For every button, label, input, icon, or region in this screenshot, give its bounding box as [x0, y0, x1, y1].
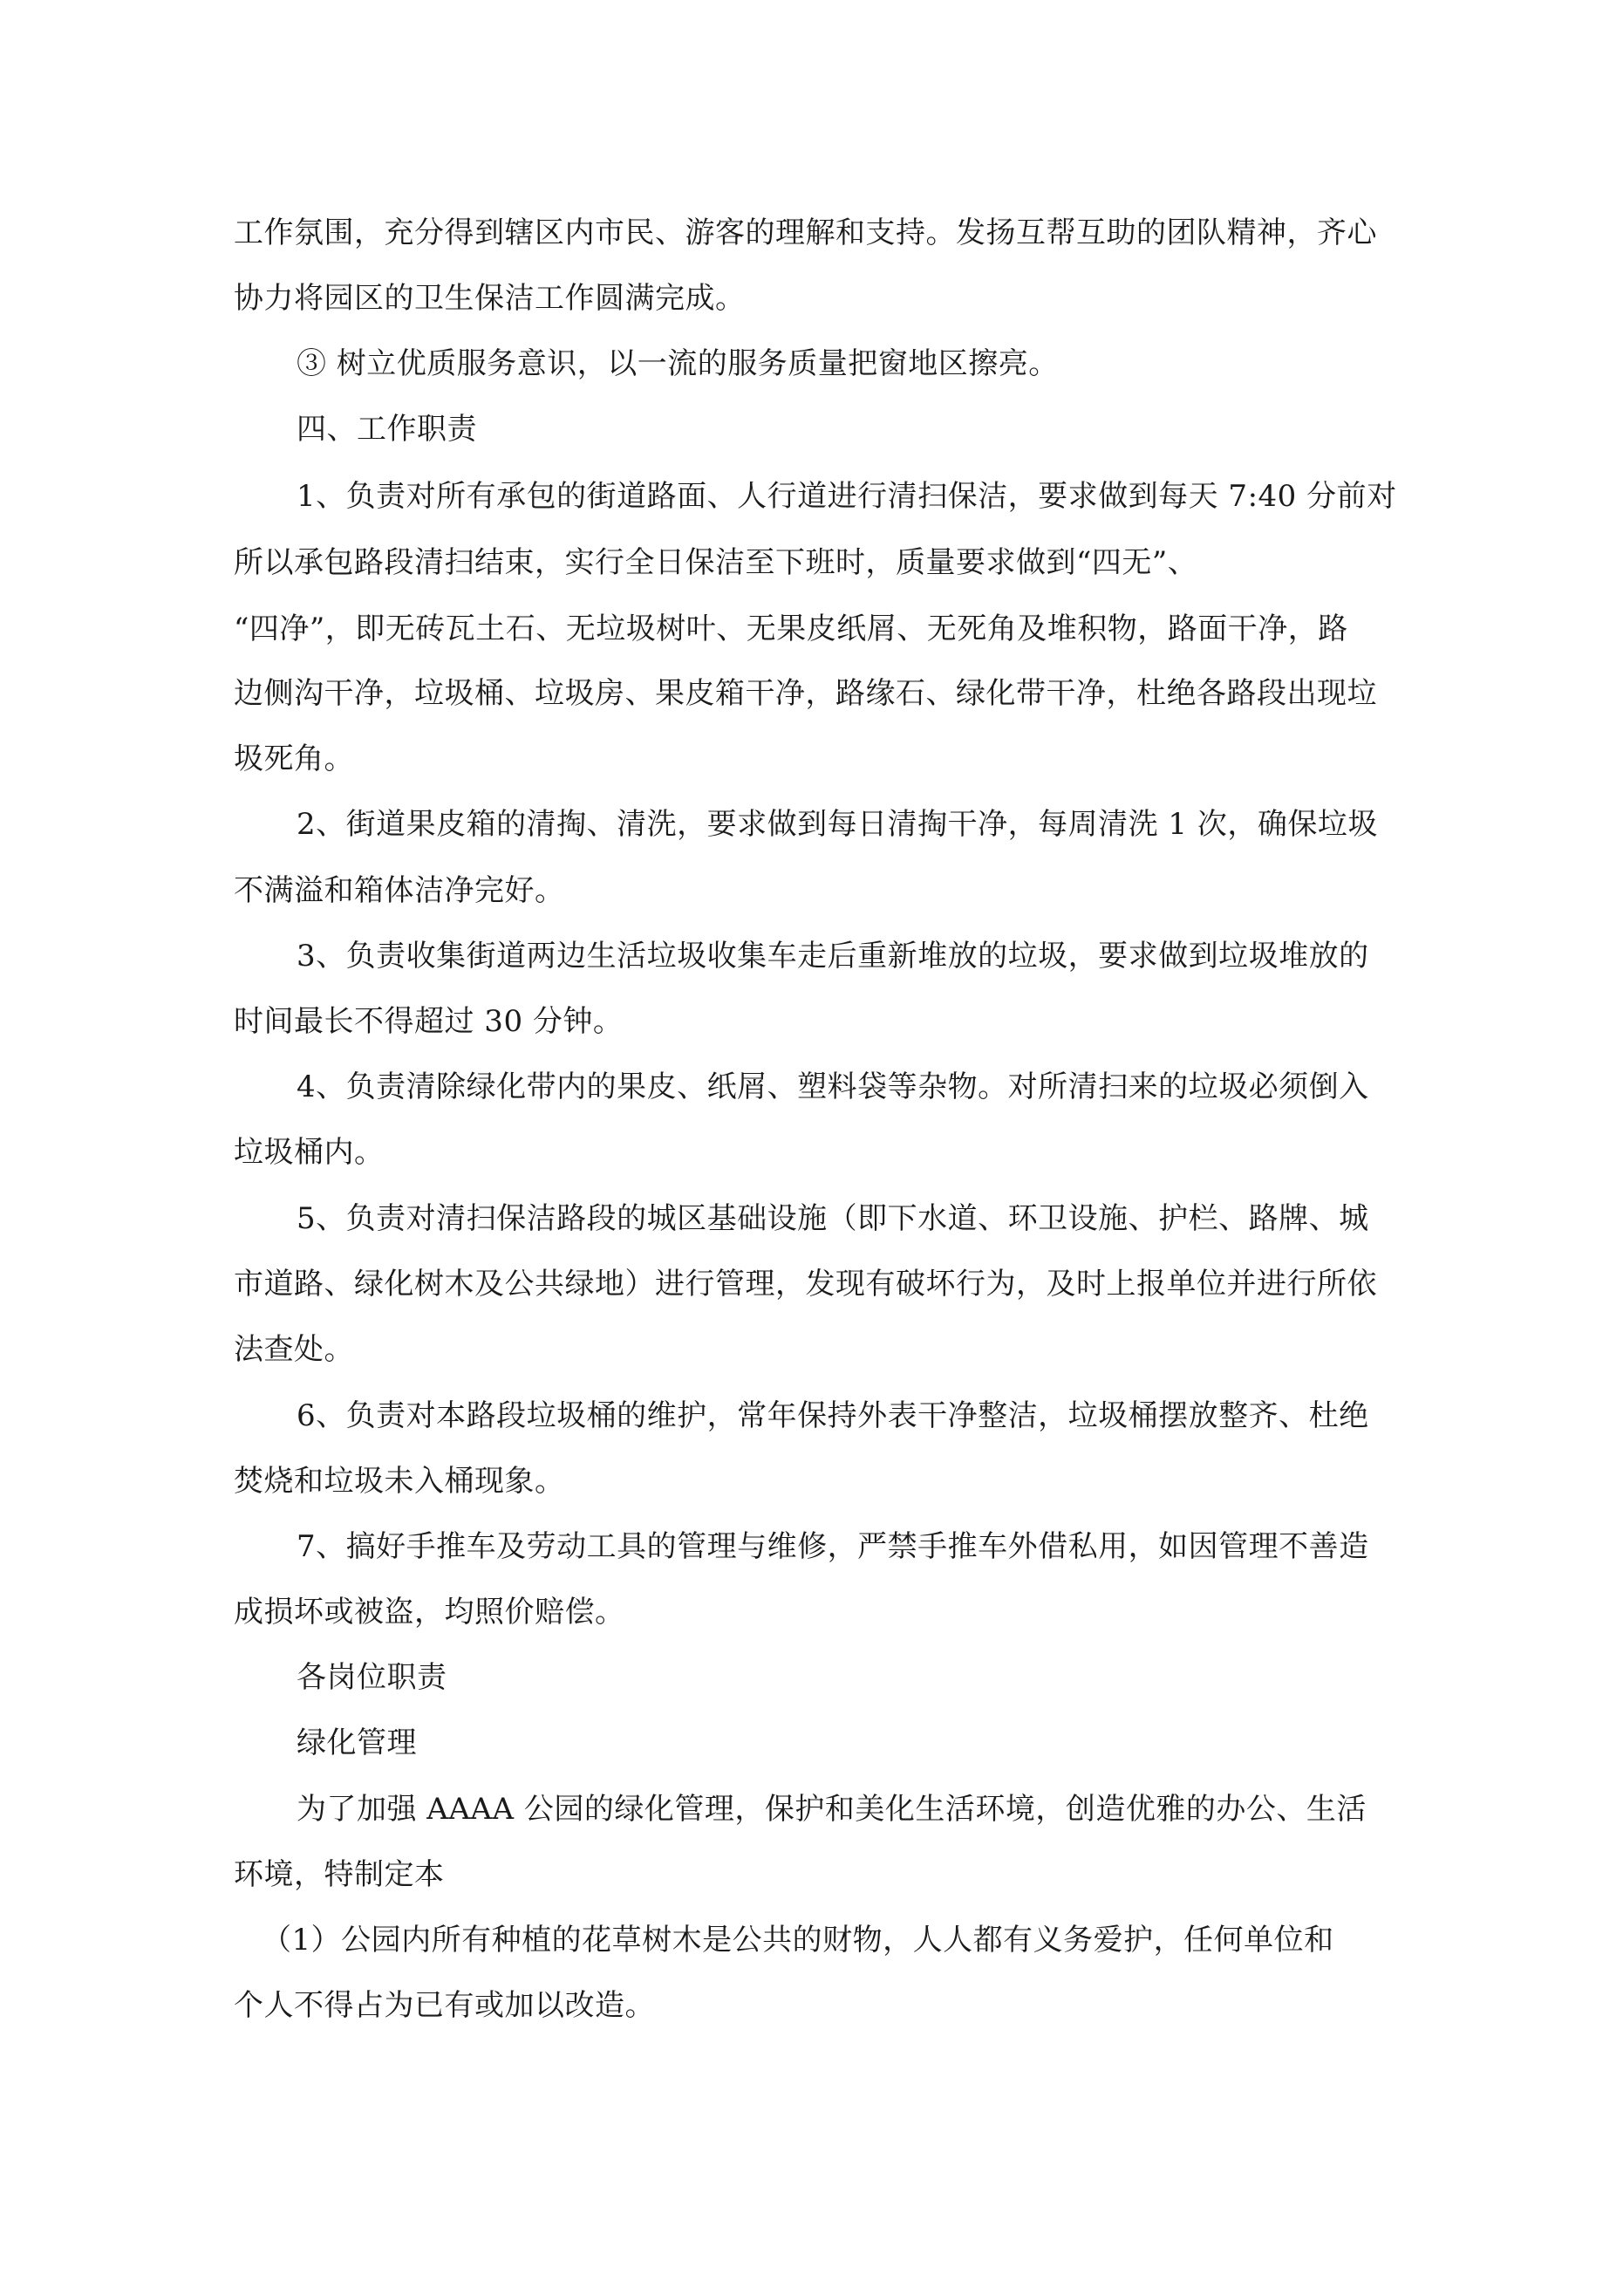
paragraph-line: 1、负责对所有承包的街道路面、人行道进行清扫保洁，要求做到每天 7:40 分前对 — [297, 479, 1397, 514]
paragraph-line: 3、负责收集街道两边生活垃圾收集车走后重新堆放的垃圾，要求做到垃圾堆放的 — [297, 939, 1369, 974]
paragraph-line: 垃圾桶内。 — [234, 1135, 385, 1170]
paragraph-line: 个人不得占为已有或加以改造。 — [234, 1988, 655, 2023]
paragraph-line: 工作氛围，充分得到辖区内市民、游客的理解和支持。发扬互帮互助的团队精神，齐心 — [234, 215, 1377, 250]
paragraph-line: 环境，特制定本 — [234, 1857, 445, 1892]
paragraph-line: 为了加强 AAAA 公园的绿化管理，保护和美化生活环境，创造优雅的办公、生活 — [297, 1792, 1367, 1827]
paragraph-line: 成损坏或被盗，均照价赔偿。 — [234, 1595, 625, 1630]
paragraph-line: 时间最长不得超过 30 分钟。 — [234, 1004, 624, 1039]
section-heading: 各岗位职责 — [297, 1660, 447, 1695]
paragraph-line: 4、负责清除绿化带内的果皮、纸屑、塑料袋等杂物。对所清扫来的垃圾必须倒入 — [297, 1069, 1369, 1104]
paragraph-line: 法查处。 — [234, 1332, 354, 1367]
paragraph-line: 5、负责对清扫保洁路段的城区基础设施（即下水道、环卫设施、护栏、路牌、城 — [297, 1201, 1369, 1236]
paragraph-line: 焚烧和垃圾未入桶现象。 — [234, 1464, 565, 1499]
paragraph-line: 协力将园区的卫生保洁工作圆满完成。 — [234, 281, 746, 316]
paragraph-line: 不满溢和箱体洁净完好。 — [234, 873, 565, 908]
paragraph-line: ③ 树立优质服务意识，以一流的服务质量把窗地区擦亮。 — [297, 346, 1059, 381]
paragraph-line: 所以承包路段清扫结束，实行全日保洁至下班时，质量要求做到“四无”、 — [234, 545, 1198, 580]
paragraph-line: 6、负责对本路段垃圾桶的维护，常年保持外表干净整洁，垃圾桶摆放整齐、杜绝 — [297, 1398, 1369, 1433]
section-heading: 四、工作职责 — [297, 412, 477, 447]
paragraph-line: 市道路、绿化树木及公共绿地）进行管理，发现有破坏行为，及时上报单位并进行所依 — [234, 1267, 1377, 1302]
section-heading: 绿化管理 — [297, 1725, 417, 1760]
paragraph-line: “四净”，即无砖瓦土石、无垃圾树叶、无果皮纸屑、无死角及堆积物，路面干净，路 — [234, 612, 1348, 646]
paragraph-line: （1）公园内所有种植的花草树木是公共的财物，人人都有义务爱护，任何单位和 — [262, 1923, 1334, 1958]
paragraph-line: 7、搞好手推车及劳动工具的管理与维修，严禁手推车外借私用，如因管理不善造 — [297, 1529, 1369, 1564]
paragraph-line: 圾死角。 — [234, 741, 354, 776]
paragraph-line: 边侧沟干净，垃圾桶、垃圾房、果皮箱干净，路缘石、绿化带干净，杜绝各路段出现垃 — [234, 676, 1377, 711]
paragraph-line: 2、街道果皮箱的清掏、清洗，要求做到每日清掏干净，每周清洗 1 次，确保垃圾 — [297, 807, 1378, 842]
